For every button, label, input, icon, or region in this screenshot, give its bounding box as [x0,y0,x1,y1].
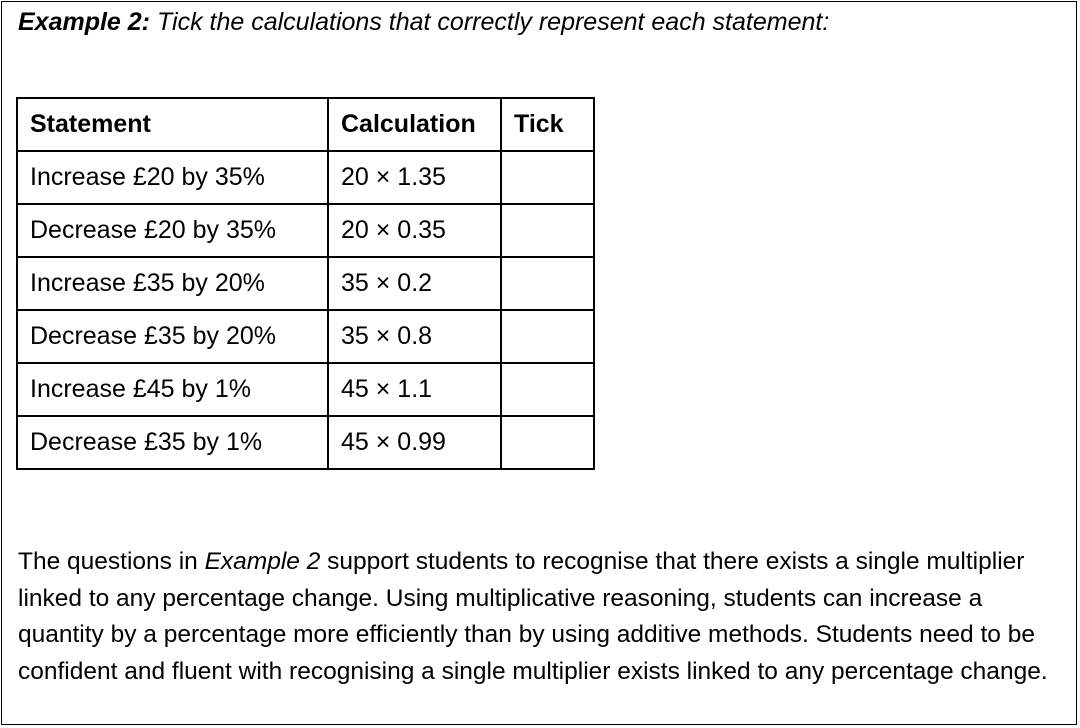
calculation-cell: 45 × 1.1 [328,363,501,416]
table-row [17,204,594,257]
statement-cell: Decrease £20 by 35% [17,204,328,257]
calculation-cell: 35 × 0.2 [328,257,501,310]
paragraph-body: support students to recognise that there exists a single multiplier linked to any percentage change. Using multiplicative reasoning, students can increase a quantity by a percentage more efficiently than by using additive methods. Students need to be confident and fluent with recognising a single multiplier exists linked to any percentage change. [18,548,1048,685]
tick-cell[interactable] [501,310,594,363]
header-calculation: Calculation [328,98,501,151]
header-statement: Statement [17,98,328,151]
tick-cell[interactable] [501,151,594,204]
tick-cell[interactable] [501,204,594,257]
calculation-cell: 20 × 1.35 [328,151,501,204]
table-row [17,310,594,363]
example-heading [18,8,829,37]
table-row [17,363,594,416]
header-tick: Tick [501,98,594,151]
example-label: Example 2: [18,8,151,36]
paragraph-intro: The questions in [18,548,205,575]
table-row [17,151,594,204]
tick-table [16,97,595,470]
calculation-cell: 20 × 0.35 [328,204,501,257]
statement-cell: Increase £45 by 1% [17,363,328,416]
calculation-cell: 35 × 0.8 [328,310,501,363]
statement-cell: Increase £35 by 20% [17,257,328,310]
table-row [17,257,594,310]
tick-cell[interactable] [501,257,594,310]
example-reference: Example 2 [204,548,321,575]
tick-cell[interactable] [501,363,594,416]
example-instruction: Tick the calculations that correctly represent each statement: [150,8,830,36]
table-row [17,416,594,469]
explanation-paragraph [18,544,1063,690]
statement-cell: Increase £20 by 35% [17,151,328,204]
calculation-cell: 45 × 0.99 [328,416,501,469]
tick-cell[interactable] [501,416,594,469]
statement-cell: Decrease £35 by 20% [17,310,328,363]
table-header-row [17,98,594,151]
statement-cell: Decrease £35 by 1% [17,416,328,469]
